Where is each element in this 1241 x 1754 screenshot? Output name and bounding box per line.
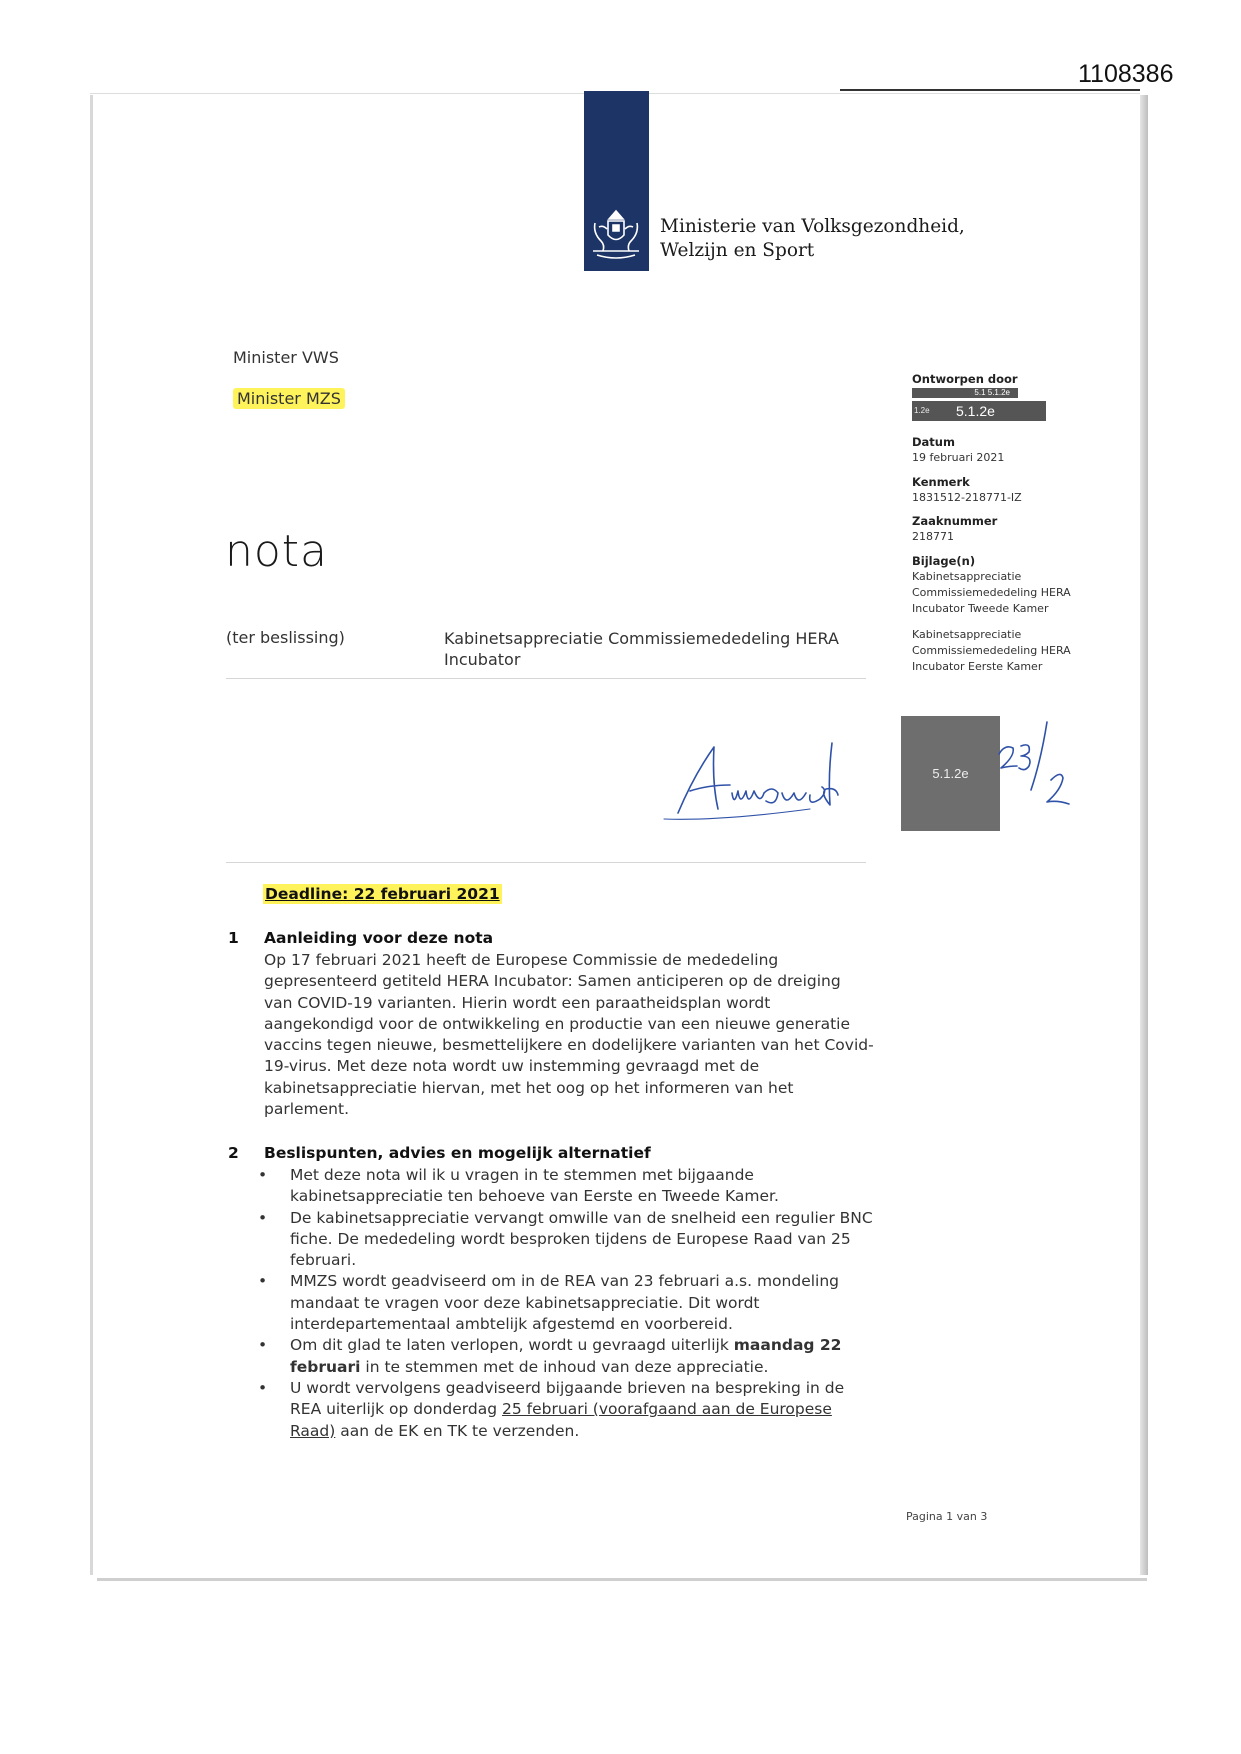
bijlage-1-line1: Kabinetsappreciatie bbox=[912, 570, 1022, 583]
section-2-bullets bbox=[258, 1165, 898, 1442]
redaction-prefix: 1.2e bbox=[914, 406, 930, 415]
recipient-minister-mzs bbox=[233, 389, 345, 408]
meta-zaaknummer bbox=[912, 513, 997, 545]
recipient-highlight: Minister MZS bbox=[233, 388, 345, 409]
scan-edge-bottom bbox=[97, 1578, 1147, 1581]
ministry-name bbox=[660, 215, 965, 263]
bijlage-2-line2: Commissiemededeling HERA bbox=[912, 644, 1071, 657]
section-2-number: 2 bbox=[228, 1144, 239, 1162]
section-2-heading: Beslispunten, advies en mogelijk alternatief bbox=[264, 1144, 651, 1162]
handwritten-date bbox=[995, 720, 1085, 810]
section-1-line: parlement. bbox=[264, 1100, 350, 1119]
section-1-line: aangekondigd voor de ontwikkeling en productie van een nieuwe generatie bbox=[264, 1014, 850, 1033]
section-1-line: kabinetsappreciatie hiervan, met het oog op het informeren van het bbox=[264, 1078, 794, 1097]
bijlage-2-line3: Incubator Eerste Kamer bbox=[912, 660, 1043, 673]
meta-date bbox=[912, 434, 1004, 466]
redaction-main: 5.1.2e bbox=[912, 401, 1046, 421]
section-1-line: vaccins tegen nieuwe, besmettelijkere en dodelijkere varianten van het Covid- bbox=[264, 1036, 874, 1055]
bullet-item: • MMZS wordt geadviseerd om in de REA van 23 februari a.s. mondeling mandaat te vragen voor deze kabinetsappreciatie. Dit wordt interdepartementaal ambtelijk afgestemd en voorbereid. bbox=[258, 1271, 898, 1335]
kenmerk-label: Kenmerk bbox=[912, 475, 970, 489]
document-number: 1108386 bbox=[1078, 60, 1174, 88]
bijlage-1-line2: Commissiemededeling HERA bbox=[912, 586, 1071, 599]
bullet-item: • Met deze nota wil ik u vragen in te stemmen met bijgaande kabinetsappreciatie ten behoeve van Eerste en Tweede Kamer. bbox=[258, 1165, 898, 1208]
section-1-line: van COVID-19 varianten. Hierin wordt een paraatheidsplan wordt bbox=[264, 993, 771, 1012]
coat-of-arms-icon bbox=[587, 205, 645, 261]
date-label: Datum bbox=[912, 435, 955, 449]
bullet-item: • Om dit glad te laten verlopen, wordt u gevraagd uiterlijk maandag 22 februari in te stemmen met de inhoud van deze appreciatie. bbox=[258, 1335, 898, 1378]
handwritten-approval-signature bbox=[660, 735, 900, 825]
bullet-item: • De kabinetsappreciatie vervangt omwille van de snelheid een regulier BNC fiche. De mededeling wordt besproken tijdens de Europese Raad van 25 februari. bbox=[258, 1208, 898, 1272]
meta-kenmerk bbox=[912, 474, 1022, 506]
section-1-line: gepresenteerd getiteld HERA Incubator: Samen anticiperen op de dreiging bbox=[264, 972, 841, 991]
bijlage-1-line3: Incubator Tweede Kamer bbox=[912, 602, 1049, 615]
divider-bottom bbox=[226, 862, 866, 863]
ministry-name-line2: Welzijn en Sport bbox=[660, 240, 815, 261]
scan-edge-right bbox=[1140, 95, 1148, 1575]
subject-text: Kabinetsappreciatie Commissiemededeling HERA Incubator bbox=[444, 629, 839, 669]
meta-designed-by bbox=[912, 371, 1018, 421]
recipient-minister-vws: Minister VWS bbox=[233, 348, 339, 367]
divider-top bbox=[226, 678, 866, 679]
document-title: nota bbox=[225, 526, 329, 577]
section-1-line: Op 17 februari 2021 heeft de Europese Commissie de mededeling bbox=[264, 951, 779, 969]
date-value: 19 februari 2021 bbox=[912, 451, 1005, 464]
section-1-number: 1 bbox=[228, 929, 239, 947]
section-1-heading: Aanleiding voor deze nota bbox=[264, 929, 494, 947]
bijlage-2-line1: Kabinetsappreciatie bbox=[912, 628, 1022, 641]
designed-by-label: Ontworpen door bbox=[912, 372, 1018, 386]
redacted-stamp: 5.1.2e bbox=[901, 716, 1000, 831]
bijlagen-label: Bijlage(n) bbox=[912, 554, 976, 568]
zaaknummer-value: 218771 bbox=[912, 530, 954, 543]
document-number-underline bbox=[840, 89, 1140, 91]
underlined-raad-text: Raad) bbox=[290, 1421, 336, 1440]
scan-edge-left bbox=[90, 95, 93, 1575]
zaaknummer-label: Zaaknummer bbox=[912, 514, 998, 528]
section-1-body bbox=[264, 950, 914, 1120]
redaction-small: 5.1 5.1.2e bbox=[912, 388, 1018, 398]
meta-bijlagen bbox=[912, 553, 1071, 675]
section-1-line: 19-virus. Met deze nota wordt uw instemming gevraagd met de bbox=[264, 1057, 760, 1076]
deadline-text: Deadline: 22 februari 2021 bbox=[265, 885, 500, 903]
bullet-item: • U wordt vervolgens geadviseerd bijgaande brieven na bespreking in de REA uiterlijk op donderdag 25 februari (voorafgaand aan de Europese Raad) aan de EK en TK te verzenden. bbox=[258, 1378, 898, 1442]
kenmerk-value: 1831512-218771-IZ bbox=[912, 491, 1022, 504]
page-number: Pagina 1 van 3 bbox=[906, 1510, 988, 1523]
decision-tag: (ter beslissing) bbox=[226, 628, 345, 647]
ministry-name-line1: Ministerie van Volksgezondheid, bbox=[660, 216, 965, 237]
designed-by-redactions bbox=[912, 387, 1018, 421]
underlined-date-text: 25 februari (voorafgaand aan de Europese bbox=[502, 1400, 832, 1419]
